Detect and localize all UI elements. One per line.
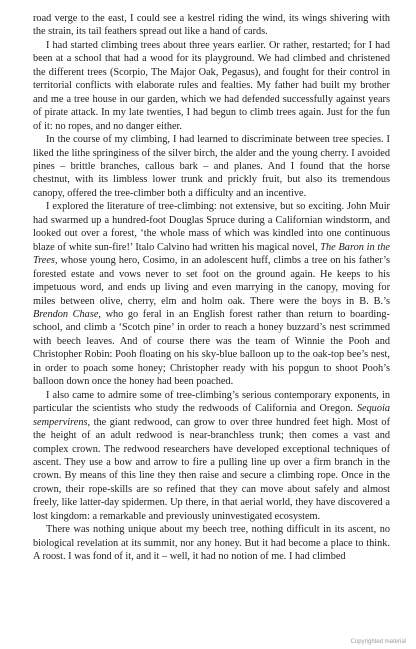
text-run: road verge to the east, I could see a kestrel riding the wind, its wings shivering with the strain, its tail feathers spread out like a hand of cards. [33,13,390,38]
text-run: There was nothing unique about my beech tree, nothing difficult in its ascent, no biological revelation at its summit, nor any honey. But it had become a place to think. A roost. I was fond of it, and it – well, it had no notion of me. I had climbed [33,524,390,563]
text-run: I had started climbing trees about three years earlier. Or rather, restarted; for I had been at a school that had a wood for its playground. We had climbed and christened the different trees (Scorpio, The Major Oak, Pegasus), and fought for their control in territorial conflicts with elaborate rules and fealties. My father had built my brother and me a tree house in our garden, which we had defended successfully against years of pirate attack. In my late twenties, I had begun to climb trees again. Just for the fun of it: no ropes, and no danger either. [33,39,390,132]
paragraph [33,12,390,39]
text-run: , the giant redwood, can grow to over three hundred feet high. Most of the height of an adult redwood is near-branchless trunk; then comes a vast and complex crown. The redwood researchers have developed exceptional techniques of ascent. They use a bow and arrow to fire a pulling line up over a firm branch in the crown. By means of this line they then raise and secure a climbing rope. Once in the crown, their rope-skills are so refined that they can move about safely and almost freely, like latter-day spidermen. Up there, in that aerial world, they have discovered a lost kingdom: a remarkable and previously uninvestigated ecosystem. [33,416,390,522]
text-run: , whose young hero, Cosimo, in an adolescent huff, climbs a tree on his father’s forested estate and vows never to set foot on the ground again. He keeps to his impetuous word, and ends up living and even marrying in the canopy, moving for miles between olive, cherry, elm and holm oak. There were the boys in B. B.’s [33,255,390,307]
italic-title: Sequoia sempervirens [33,403,390,428]
paragraph [33,200,390,388]
paragraph [33,523,390,563]
copyright-watermark: Copyrighted material [350,639,406,645]
text-run: In the course of my climbing, I had learned to discriminate between tree species. I liked the lithe springiness of the silver birch, the alder and the young cherry. I avoided pines – brittle branches, callous bark – and planes. And I found that the horse chestnut, with its limbless lower trunk and prickly fruit, but also its tremendous canopy, offered the tree-climber both a difficulty and an incentive. [33,134,390,199]
text-run: , who go feral in an English forest rather than return to boarding-school, and climb a ‘Scotch pine’ in order to reach a honey buzzard’s nest scrimmed with beech leaves. And of course there was the team of Winnie the Pooh and Christopher Robin: Pooh floating on his sky-blue balloon up to the oak-top bee’s nest, in order to poach some honey; Christopher ready with his popgun to shoot Pooh’s balloon down once the honey had been poached. [33,308,390,388]
text-run: I also came to admire some of tree-climbing’s serious contemporary exponents, in particular the scientists who study the redwoods of California and Oregon. [33,389,390,415]
paragraph [33,39,390,133]
italic-title: The Baron in the Trees [33,241,390,267]
text-run: I explored the literature of tree-climbing: not extensive, but so exciting. John Muir had swarmed up a hundred-foot Douglas Spruce during a Californian windstorm, and looked out over a forest, ‘the whole mass of which was kindled into one continuous blaze of white sun-fire!’ Italo Calvino had written his magical novel, [33,201,390,253]
body-text [33,12,390,564]
italic-title: Brendon Chase [33,308,99,320]
paragraph [33,389,390,524]
paragraph [33,133,390,200]
